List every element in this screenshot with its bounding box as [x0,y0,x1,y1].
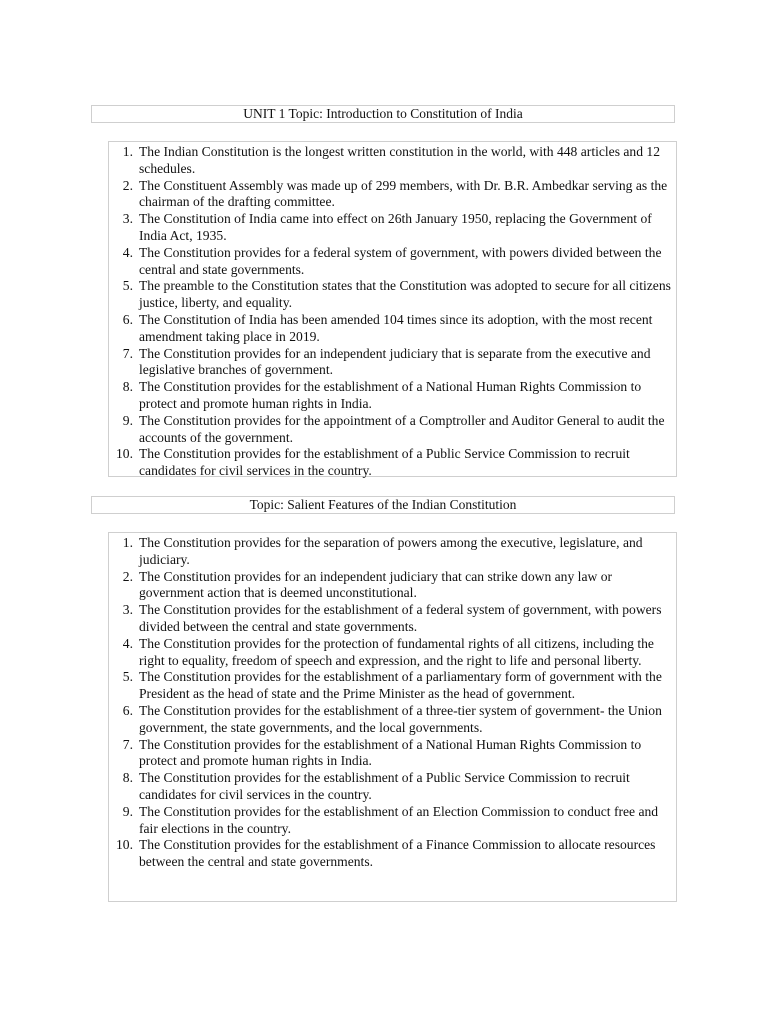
list-item [109,413,676,447]
list-item [109,804,676,838]
list-box-salient-features [108,532,677,902]
list-item [109,669,676,703]
list-box-introduction [108,141,677,477]
list-item [109,446,676,480]
list-item [109,770,676,804]
list-item-text: The Constitution provides for the establishment of a parliamentary form of government with the President as the head of state and the Prime Minister as the head of government. [139,669,662,702]
section-heading-text: Topic: Salient Features of the Indian Constitution [249,497,517,512]
list-item [109,144,676,178]
list-item-number: 5. [122,669,133,685]
list-item-text: The Constitution provides for an independent judiciary that can strike down any law or government action that is deemed unconstitutional. [139,568,613,601]
list-item-text: The Constitution provides for the establishment of a Finance Commission to allocate resources between the central and state governments. [139,837,656,870]
list-item [109,245,676,279]
numbered-list-introduction [109,144,676,480]
list-item-text: The Constitution provides for the separation of powers among the executive, legislature, and judiciary. [139,535,643,567]
list-item-text: The preamble to the Constitution states that the Constitution was adopted to secure for all citizens justice, liberty, and equality. [139,278,671,311]
list-item-text: The Constitution provides for the establishment of a Public Service Commission to recruit candidates for civil services in the country. [139,770,630,802]
list-item [109,636,676,670]
list-item [109,278,676,312]
section-heading-salient-features [91,496,675,514]
list-item-number: 3. [122,211,133,227]
list-item-number: 8. [122,379,133,395]
list-item-text: The Constitution provides for a federal system of government, with powers divided between the central and state governments. [139,244,662,277]
list-item [109,737,676,771]
list-item-number: 2. [122,177,133,193]
list-item-number: 5. [122,278,133,294]
list-item-text: The Constitution provides for the establishment of an Election Commission to conduct free and fair elections in the country. [139,803,659,836]
list-item-number: 6. [122,311,133,327]
list-item [109,703,676,737]
list-item-text: The Constitution provides for the establishment of a National Human Rights Commission to protect and promote human rights in India. [139,379,642,411]
list-item-number: 1. [122,535,133,550]
section-heading-introduction [91,105,675,123]
list-item-number: 7. [122,736,133,752]
list-item-number: 2. [122,568,133,584]
list-item-text: The Indian Constitution is the longest written constitution in the world, with 448 articles and 12 schedules. [139,144,661,176]
list-item-text: The Constitution provides for the protection of fundamental rights of all citizens, including the right to equality, freedom of speech and expression, and the right to life and personal liberty. [139,635,654,668]
list-item-text: The Constitution provides for the appointment of a Comptroller and Auditor General to audit the accounts of the government. [139,412,665,445]
list-item-number: 10. [116,837,133,853]
list-item [109,569,676,603]
list-item-text: The Constitution provides for the establishment of a three-tier system of government- the Union government, the state governments, and the local governments. [139,702,662,735]
list-item-number: 9. [122,803,133,819]
list-item [109,535,676,569]
list-item-text: The Constitution provides for an independent judiciary that is separate from the executive and legislative branches of government. [139,345,651,378]
list-item-number: 7. [122,345,133,361]
list-item-number: 8. [122,770,133,786]
list-item-text: The Constitution provides for the establishment of a federal system of government, with powers divided between the central and state governments. [139,602,662,634]
list-item-number: 9. [122,412,133,428]
section-heading-text: UNIT 1 Topic: Introduction to Constitution of India [243,106,523,121]
list-item-number: 6. [122,702,133,718]
list-item-number: 1. [122,144,133,159]
list-item-number: 4. [122,244,133,260]
list-item-number: 3. [122,602,133,618]
numbered-list-salient-features [109,535,676,871]
list-item-text: The Constitution of India has been amended 104 times since its adoption, with the most recent amendment taking place in 2019. [139,311,653,344]
list-item-text: The Constitution provides for the establishment of a National Human Rights Commission to protect and promote human rights in India. [139,736,642,769]
list-item-text: The Constituent Assembly was made up of 299 members, with Dr. B.R. Ambedkar serving as the chairman of the drafting committee. [139,177,668,210]
list-item [109,211,676,245]
list-item-text: The Constitution provides for the establishment of a Public Service Commission to recruit candidates for civil services in the country. [139,446,630,479]
list-item [109,379,676,413]
list-item [109,346,676,380]
list-item [109,602,676,636]
list-item [109,312,676,346]
list-item-text: The Constitution of India came into effect on 26th January 1950, replacing the Government of India Act, 1935. [139,211,652,243]
list-item-number: 4. [122,635,133,651]
list-item [109,178,676,212]
list-item [109,837,676,871]
list-item-number: 10. [116,446,133,462]
